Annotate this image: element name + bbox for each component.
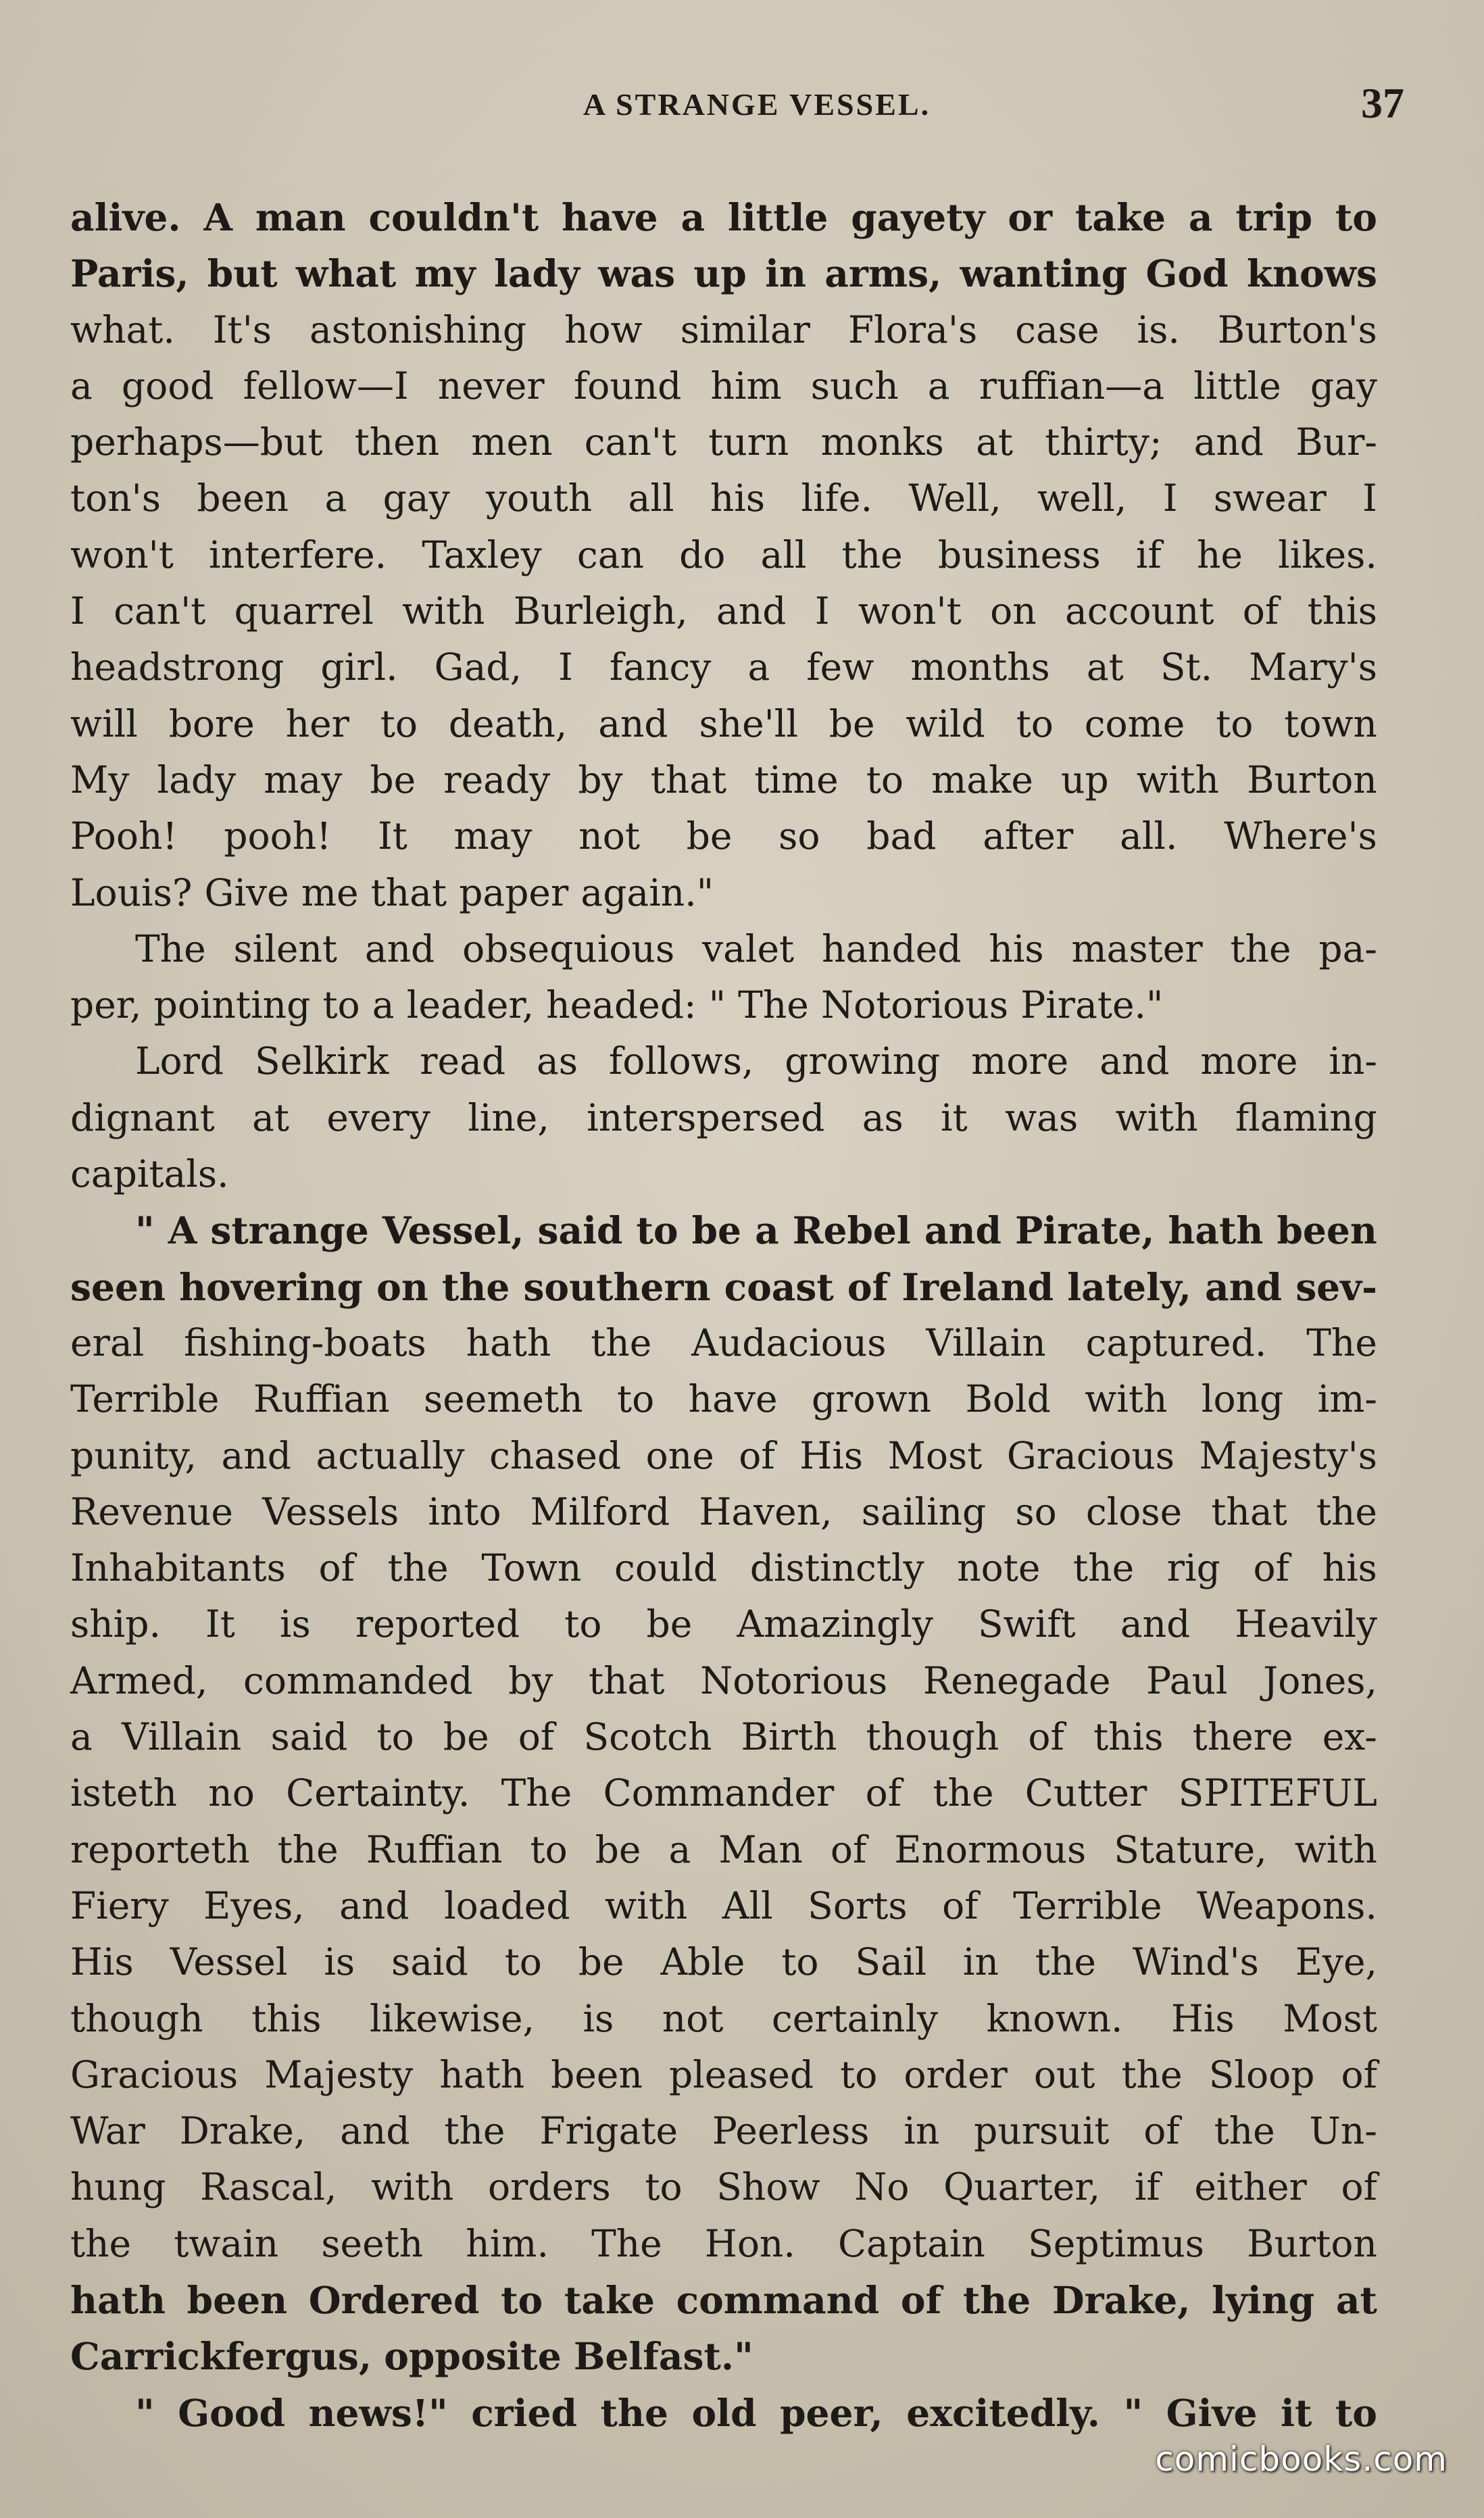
text-line: Armed, commanded by that Notorious Renegade Paul Jones,: [70, 1658, 1377, 1702]
text-line: per, pointing to a leader, headed: " The Notorious Pirate.": [70, 983, 1164, 1027]
text-line: Carrickfergus, opposite Belfast.": [70, 2334, 753, 2379]
text-line: The silent and obsequious valet handed his master the pa-: [135, 927, 1377, 970]
watermark-text: comicbooks.com: [1155, 2440, 1448, 2479]
text-line: will bore her to death, and she'll be wild to come to town: [70, 701, 1377, 745]
text-line: won't interfere. Taxley can do all the business if he likes.: [70, 533, 1377, 576]
text-line: My lady may be ready by that time to make up with Burton: [70, 758, 1377, 801]
text-line: reporteth the Ruffian to be a Man of Enormous Stature, with: [70, 1827, 1377, 1871]
text-line: a Villain said to be of Scotch Birth though of this there ex-: [70, 1715, 1377, 1759]
text-line: Terrible Ruffian seemeth to have grown Bold with long im-: [70, 1377, 1377, 1421]
running-head: A STRANGE VESSEL.: [583, 87, 931, 122]
text-line: Revenue Vessels into Milford Haven, sailing so close that the: [70, 1489, 1377, 1533]
text-line: eral fishing-boats hath the Audacious Villain captured. The: [70, 1320, 1377, 1364]
text-line: Fiery Eyes, and loaded with All Sorts of Terrible Weapons.: [70, 1883, 1377, 1927]
text-line: ton's been a gay youth all his life. Well, well, I swear I: [70, 476, 1377, 520]
text-line: Pooh! pooh! It may not be so bad after all. Where's: [70, 814, 1377, 858]
text-line: hung Rascal, with orders to Show No Quarter, if either of: [70, 2165, 1377, 2209]
text-line: capitals.: [70, 1152, 229, 1196]
text-line: what. It's astonishing how similar Flora's case is. Burton's: [70, 307, 1377, 351]
text-line: " A strange Vessel, said to be a Rebel and Pirate, hath been: [135, 1208, 1377, 1253]
text-line: hath been Ordered to take command of the Drake, lying at: [70, 2277, 1377, 2322]
text-line: a good fellow—I never found him such a ruffian—a little gay: [70, 364, 1377, 408]
text-line: I can't quarrel with Burleigh, and I won't on account of this: [70, 589, 1377, 633]
text-line: the twain seeth him. The Hon. Captain Septimus Burton: [70, 2221, 1377, 2265]
text-line: dignant at every line, interspersed as it was with flaming: [70, 1095, 1377, 1139]
text-line: punity, and actually chased one of His Most Gracious Majesty's: [70, 1433, 1377, 1477]
text-line: Paris, but what my lady was up in arms, wanting God knows: [70, 251, 1377, 296]
text-line: perhaps—but then men can't turn monks at thirty; and Bur-: [70, 420, 1377, 464]
text-line: His Vessel is said to be Able to Sail in the Wind's Eye,: [70, 1940, 1377, 1984]
page-number: 37: [1361, 79, 1404, 127]
text-line: " Good news!" cried the old peer, excitedly. " Give it to: [135, 2390, 1377, 2435]
text-line: Louis? Give me that paper again.": [70, 870, 714, 914]
body-text: [70, 189, 1377, 2441]
text-line: Lord Selkirk read as follows, growing more and more in-: [135, 1039, 1377, 1083]
text-line: War Drake, and the Frigate Peerless in pursuit of the Un-: [70, 2109, 1377, 2153]
text-line: though this likewise, is not certainly known. His Most: [70, 1996, 1377, 2040]
text-line: Gracious Majesty hath been pleased to order out the Sloop of: [70, 2052, 1377, 2096]
text-line: ship. It is reported to be Amazingly Swift and Heavily: [70, 1602, 1377, 1646]
text-line: alive. A man couldn't have a little gayety or take a trip to: [70, 195, 1377, 239]
text-line: headstrong girl. Gad, I fancy a few months at St. Mary's: [70, 645, 1377, 689]
text-line: Inhabitants of the Town could distinctly note the rig of his: [70, 1546, 1377, 1590]
text-line: seen hovering on the southern coast of Ireland lately, and sev-: [70, 1264, 1377, 1309]
text-line: isteth no Certainty. The Commander of the Cutter SPITEFUL: [70, 1771, 1377, 1815]
